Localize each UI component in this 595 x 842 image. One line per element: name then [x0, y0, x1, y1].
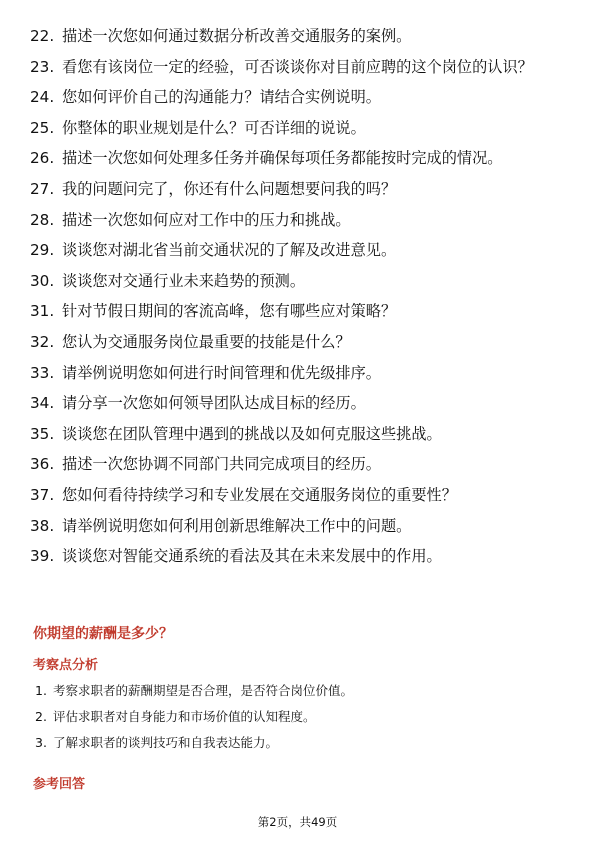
question-number: 30. — [30, 271, 55, 290]
question-item — [30, 26, 570, 46]
question-text: 您如何评价自己的沟通能力？请结合实例说明。 — [62, 88, 381, 107]
question-item — [30, 516, 570, 536]
question-item — [30, 148, 570, 168]
question-number: 34. — [30, 394, 55, 413]
analysis-point-text: 考察求职者的薪酬期望是否合理，是否符合岗位价值。 — [52, 683, 353, 698]
question-number: 25. — [30, 118, 55, 137]
question-number: 22. — [30, 27, 55, 45]
question-number: 27. — [30, 179, 55, 198]
question-text: 您认为交通服务岗位最重要的技能是什么？ — [62, 332, 351, 351]
question-item — [30, 485, 570, 505]
question-item — [30, 179, 570, 199]
analysis-point-text: 了解求职者的谈判技巧和自我表达能力。 — [52, 735, 278, 750]
question-text: 你整体的职业规划是什么？可否详细的说说。 — [62, 118, 366, 137]
analysis-heading: 考察点分析 — [33, 658, 99, 673]
analysis-point-number: 1. — [35, 683, 47, 698]
question-number: 32. — [30, 332, 55, 351]
question-item — [30, 424, 570, 444]
question-item — [30, 210, 570, 230]
analysis-point-number: 2. — [35, 709, 47, 724]
question-list — [30, 26, 570, 577]
question-text: 看您有该岗位一定的经验，可否谈谈你对目前应聘的这个岗位的认识？ — [62, 57, 533, 76]
analysis-point-number: 3. — [35, 735, 47, 750]
question-item — [30, 393, 570, 413]
question-number: 29. — [30, 241, 55, 260]
question-number: 28. — [30, 210, 55, 229]
question-text: 谈谈您对湖北省当前交通状况的了解及改进意见。 — [62, 241, 397, 260]
section-heading: 你期望的薪酬是多少？ — [33, 626, 173, 642]
question-item — [30, 240, 570, 260]
question-number: 38. — [30, 516, 55, 535]
question-number: 31. — [30, 302, 55, 321]
analysis-point — [35, 709, 555, 725]
analysis-list — [35, 683, 555, 761]
question-text: 我的问题问完了，你还有什么问题想要问我的吗？ — [62, 179, 397, 198]
question-number: 36. — [30, 455, 55, 474]
question-number: 35. — [30, 424, 55, 443]
question-item — [30, 301, 570, 321]
question-item — [30, 332, 570, 352]
question-item — [30, 363, 570, 383]
question-text: 请举例说明您如何进行时间管理和优先级排序。 — [62, 363, 381, 382]
analysis-point — [35, 735, 555, 751]
question-text: 描述一次您如何处理多任务并确保每项任务都能按时完成的情况。 — [62, 149, 503, 168]
question-text: 描述一次您如何应对工作中的压力和挑战。 — [62, 210, 351, 229]
analysis-point-text: 评估求职者对自身能力和市场价值的认知程度。 — [52, 709, 316, 724]
question-text: 描述一次您协调不同部门共同完成项目的经历。 — [62, 455, 381, 474]
analysis-point — [35, 683, 555, 699]
question-text: 您如何看待持续学习和专业发展在交通服务岗位的重要性？ — [62, 485, 457, 504]
question-number: 24. — [30, 88, 55, 107]
question-text: 针对节假日期间的客流高峰，您有哪些应对策略？ — [62, 302, 397, 321]
question-text: 请分享一次您如何领导团队达成目标的经历。 — [62, 394, 366, 413]
question-text: 请举例说明您如何利用创新思维解决工作中的问题。 — [62, 516, 412, 535]
question-item — [30, 57, 570, 77]
question-number: 39. — [30, 547, 55, 566]
question-number: 37. — [30, 485, 55, 504]
page-footer: 第2页，共49页 — [257, 815, 338, 829]
question-item — [30, 546, 570, 566]
question-item — [30, 454, 570, 474]
question-text: 谈谈您对智能交通系统的看法及其在未来发展中的作用。 — [62, 547, 442, 566]
question-item — [30, 87, 570, 107]
question-text: 谈谈您对交通行业未来趋势的预测。 — [62, 271, 305, 290]
reference-answer-heading: 参考回答 — [33, 777, 86, 792]
question-text: 描述一次您如何通过数据分析改善交通服务的案例。 — [62, 27, 412, 45]
question-number: 23. — [30, 57, 55, 76]
question-item — [30, 271, 570, 291]
question-number: 26. — [30, 149, 55, 168]
question-item — [30, 118, 570, 138]
question-number: 33. — [30, 363, 55, 382]
question-text: 谈谈您在团队管理中遇到的挑战以及如何克服这些挑战。 — [62, 424, 442, 443]
